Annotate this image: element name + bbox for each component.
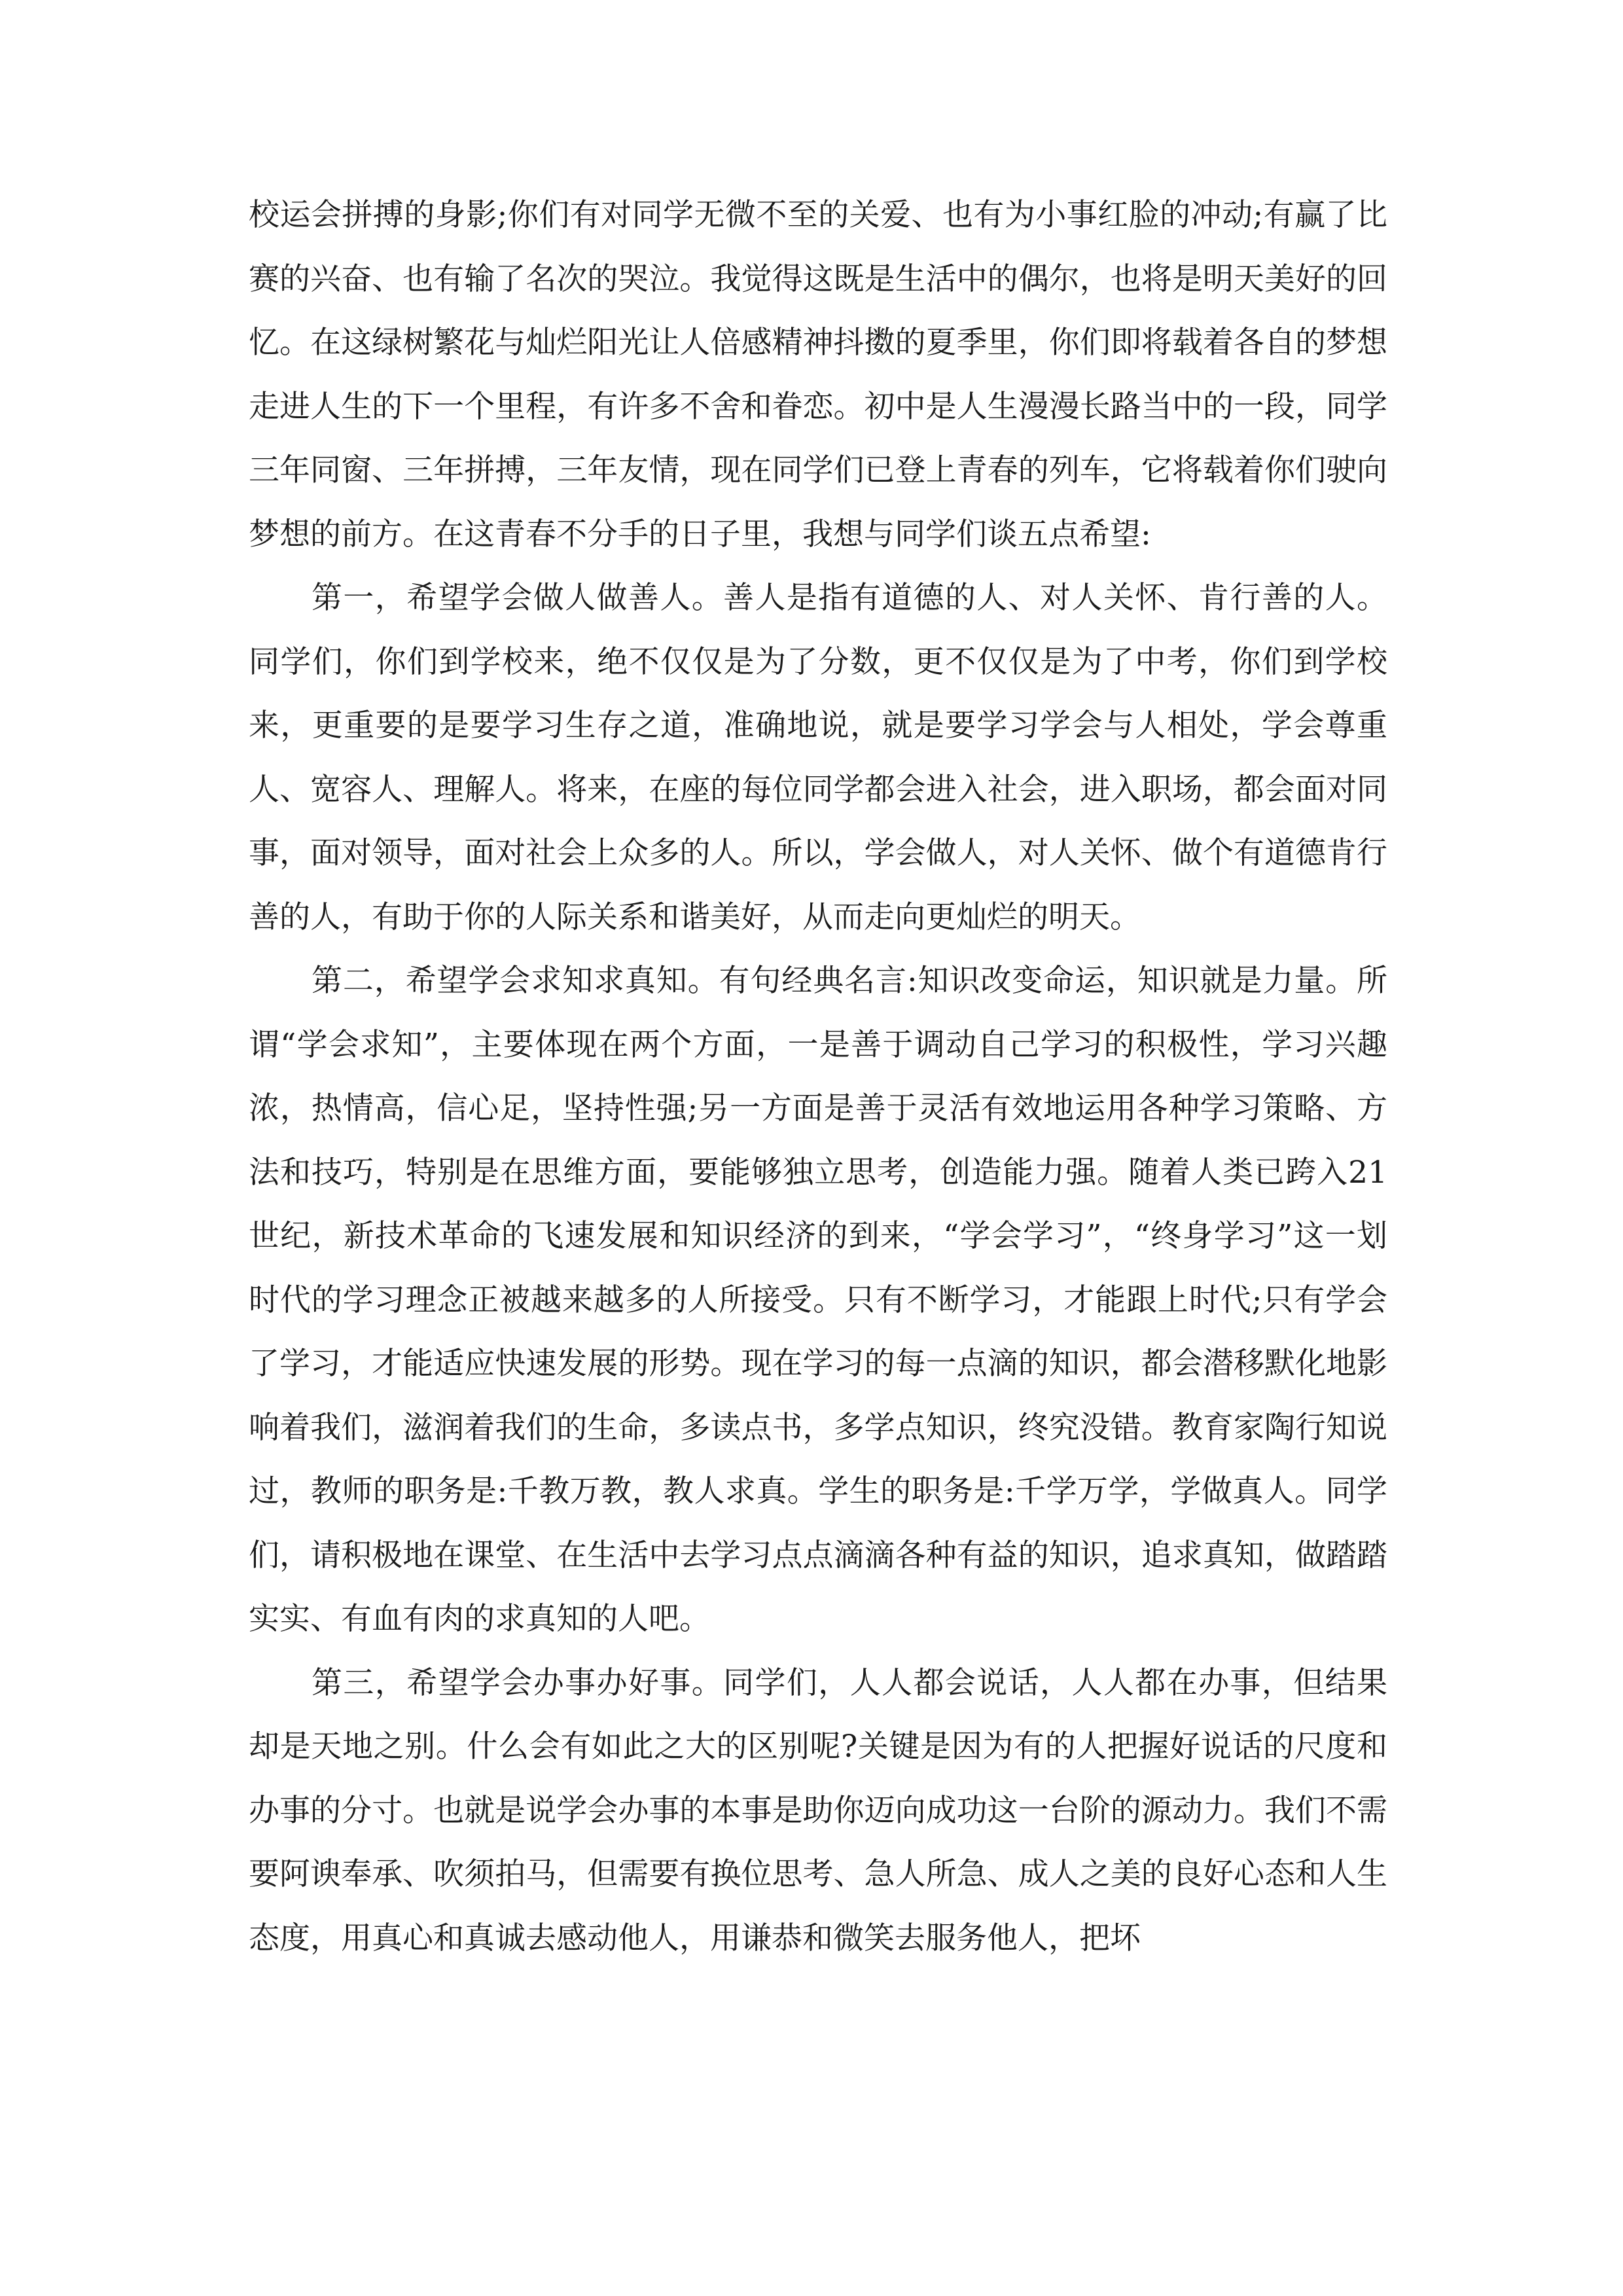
paragraph-hope-one: 第一，希望学会做人做善人。善人是指有道德的人、对人关怀、肯行善的人。同学们，你们到学校来，绝不仅仅是为了分数，更不仅仅是为了中考，你们到学校来，更重要的是要学习生存之道，准确地说，就是要学习学会与人相处，学会尊重人、宽容人、理解人。将来，在座的每位同学都会进入社会，进入职场，都会面对同事，面对领导，面对社会上众多的人。所以，学会做人，对人关怀、做个有道德肯行善的人，有助于你的人际关系和谐美好，从而走向更灿烂的明天。 (249, 580, 1387, 935)
paragraph-hope-three: 第三，希望学会办事办好事。同学们，人人都会说话，人人都在办事，但结果却是天地之别。什么会有如此之大的区别呢?关键是因为有的人把握好说话的尺度和办事的分寸。也就是说学会办事的本事是助你迈向成功这一台阶的源动力。我们不需要阿谀奉承、吹须拍马，但需要有换位思考、急人所急、成人之美的良好心态和人生态度，用真心和真诚去感动他人，用谦恭和微笑去服务他人，把坏 (249, 1664, 1387, 1956)
document-body (249, 183, 1387, 1970)
paragraph-continuation: 校运会拼搏的身影;你们有对同学无微不至的关爱、也有为小事红脸的冲动;有赢了比赛的兴奋、也有输了名次的哭泣。我觉得这既是生活中的偶尔，也将是明天美好的回忆。在这绿树繁花与灿烂阳光让人倍感精神抖擞的夏季里，你们即将载着各自的梦想走进人生的下一个里程，有许多不舍和眷恋。初中是人生漫漫长路当中的一段，同学三年同窗、三年拼搏，三年友情，现在同学们已登上青春的列车，它将载着你们驶向梦想的前方。在这青春不分手的日子里，我想与同学们谈五点希望: (249, 197, 1387, 552)
paragraph-hope-two: 第二，希望学会求知求真知。有句经典名言:知识改变命运，知识就是力量。所谓“学会求知”，主要体现在两个方面，一是善于调动自己学习的积极性，学习兴趣浓，热情高，信心足，坚持性强;另一方面是善于灵活有效地运用各种学习策略、方法和技巧，特别是在思维方面，要能够独立思考，创造能力强。随着人类已跨入21世纪，新技术革命的飞速发展和知识经济的到来，“学会学习”，“终身学习”这一划时代的学习理念正被越来越多的人所接受。只有不断学习，才能跟上时代;只有学会了学习，才能适应快速发展的形势。现在学习的每一点滴的知识，都会潜移默化地影响着我们，滋润着我们的生命，多读点书，多学点知识，终究没错。教育家陶行知说过，教师的职务是:千教万教，教人求真。学生的职务是:千学万学，学做真人。同学们，请积极地在课堂、在生活中去学习点点滴滴各种有益的知识，追求真知，做踏踏实实、有血有肉的求真知的人吧。 (249, 963, 1387, 1637)
